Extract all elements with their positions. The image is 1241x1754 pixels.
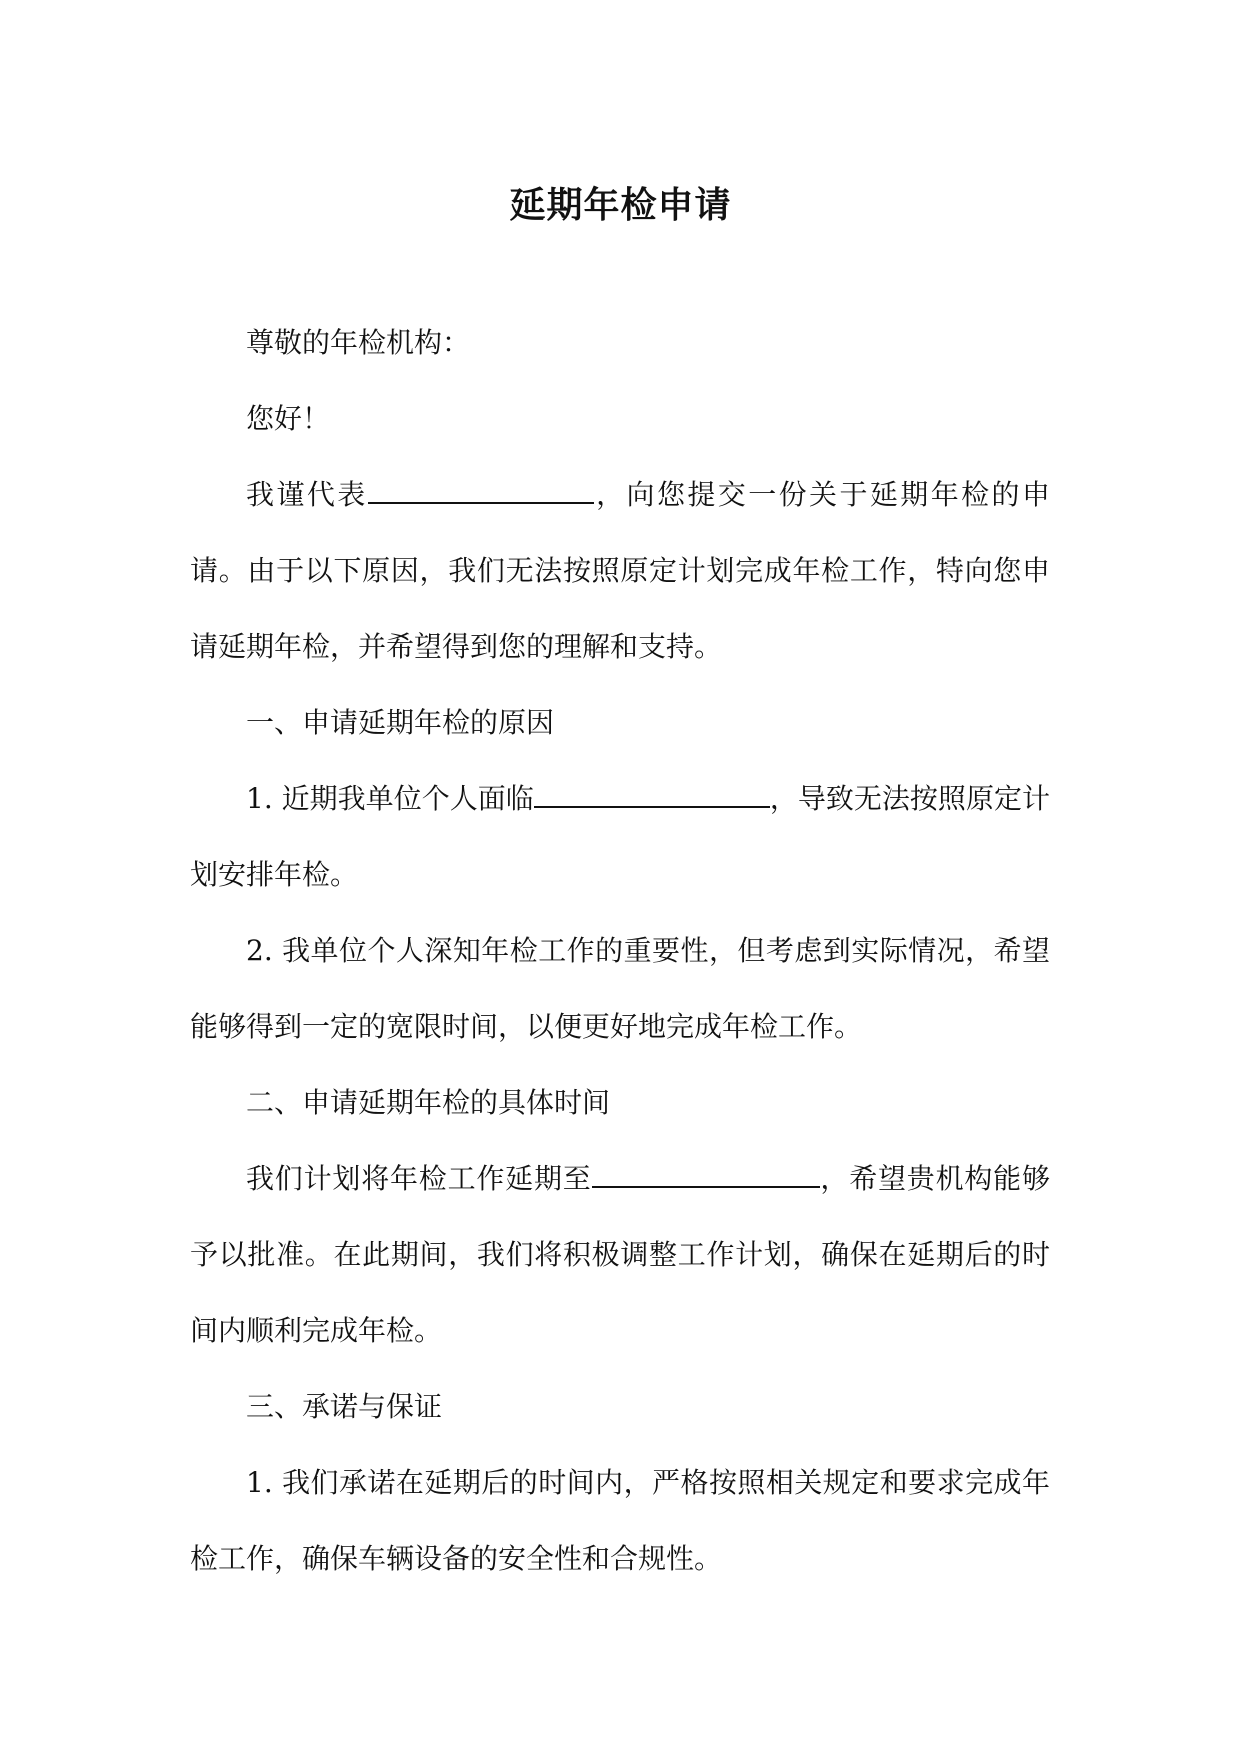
intro-text-start: 我谨代表 (246, 478, 368, 511)
section-heading-commitment: 三、承诺与保证 (246, 1390, 443, 1423)
intro-text-end: ，向您提交一份关于延期年检的申请。由于以下原因，我们无法按照原定计划完成年检工作，特向您申请延期年检，并希望得到您的理解和支持。 (190, 478, 1050, 663)
section-heading-reasons: 一、申请延期年检的原因 (246, 706, 555, 739)
document-body (190, 305, 1050, 1597)
reason-blank (534, 778, 770, 808)
reason-item-1-start: 1. 近期我单位个人面临 (246, 782, 534, 815)
representative-blank (368, 474, 594, 504)
reason-item-1-end: ，导致无法按照原定计划安排年检。 (190, 782, 1050, 891)
time-text-end: ，希望贵机构能够予以批准。在此期间，我们将积极调整工作计划，确保在延期后的时间内顺利完成年检。 (190, 1162, 1050, 1347)
commitment-item-1: 1. 我们承诺在延期后的时间内，严格按照相关规定和要求完成年检工作，确保车辆设备的安全性和合规性。 (190, 1466, 1050, 1575)
greeting: 您好！ (246, 402, 331, 435)
reason-item-2: 2. 我单位个人深知年检工作的重要性，但考虑到实际情况，希望能够得到一定的宽限时间，以便更好地完成年检工作。 (190, 934, 1050, 1043)
reason-item-1 (190, 761, 1050, 913)
time-text-start: 我们计划将年检工作延期至 (246, 1162, 592, 1195)
intro-paragraph (190, 457, 1050, 685)
time-paragraph (190, 1141, 1050, 1369)
salutation: 尊敬的年检机构： (246, 326, 471, 359)
date-blank (592, 1158, 820, 1188)
document-title: 延期年检申请 (509, 185, 732, 226)
section-heading-time: 二、申请延期年检的具体时间 (246, 1086, 611, 1119)
